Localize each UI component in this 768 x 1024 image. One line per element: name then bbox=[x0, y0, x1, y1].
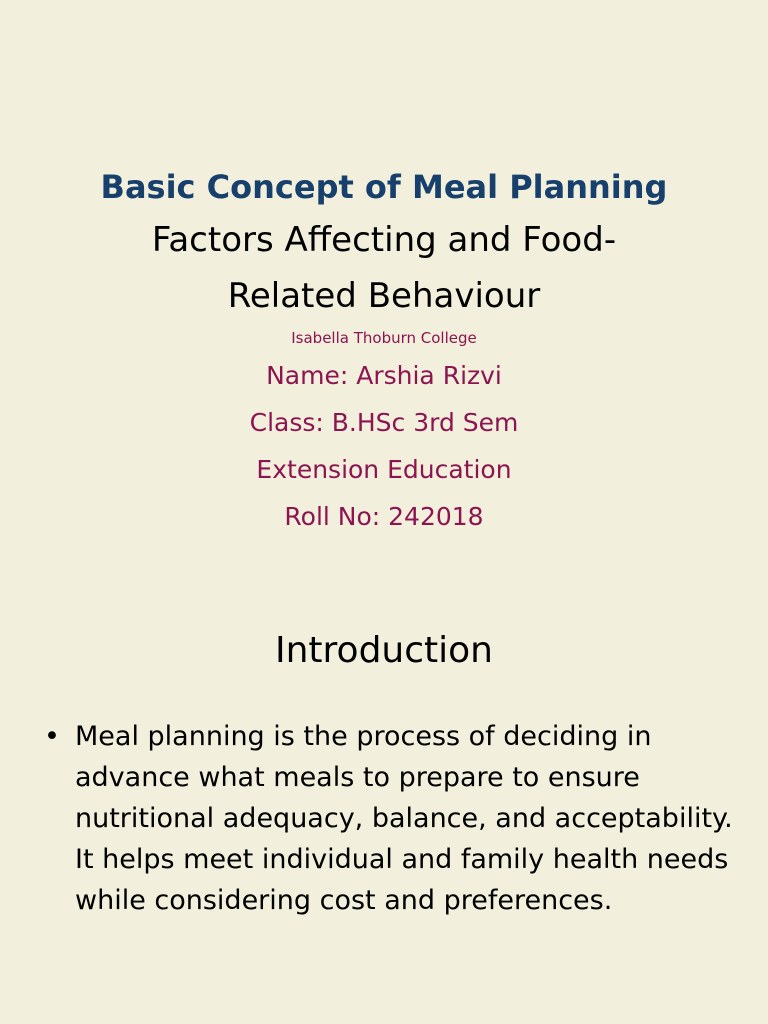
student-name: Name: Arshia Rizvi bbox=[266, 361, 502, 390]
bullet-list bbox=[40, 716, 740, 921]
subject-name: Extension Education bbox=[256, 455, 512, 484]
college-name: Isabella Thoburn College bbox=[291, 329, 477, 347]
bullet-text: Meal planning is the process of deciding in advance what meals to prepare to ensure nutritional adequacy, balance, and acceptability. It helps meet individual and family health needs while considering cost and preferences. bbox=[75, 721, 733, 916]
student-class: Class: B.HSc 3rd Sem bbox=[249, 408, 519, 437]
roll-number: Roll No: 242018 bbox=[284, 502, 484, 531]
bullet-item bbox=[40, 716, 740, 921]
introduction-heading: Introduction bbox=[274, 630, 493, 671]
subtitle-line-1: Factors Affecting and Food- bbox=[151, 220, 617, 260]
subtitle-line-2: Related Behaviour bbox=[227, 276, 541, 316]
title-block bbox=[0, 162, 768, 540]
main-title: Basic Concept of Meal Planning bbox=[100, 168, 668, 206]
bullet-icon: • bbox=[44, 721, 60, 752]
